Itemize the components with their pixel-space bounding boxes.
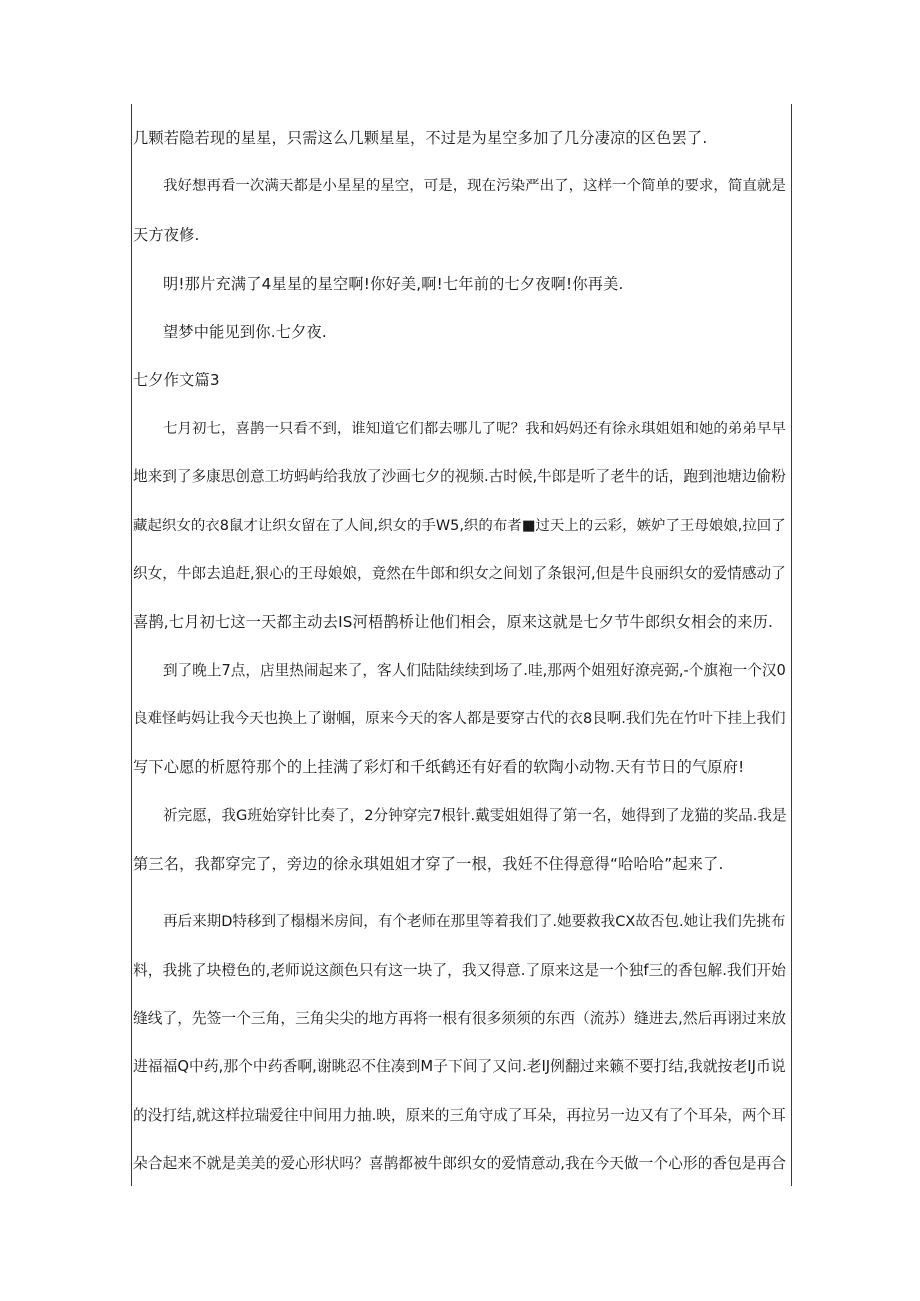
left-margin-rule — [131, 104, 132, 1186]
body-line: 到了晚上7点，店里热闹起来了，客人们陆陆续续到场了.哇,那两个姐殂好潦亮弼,-个旗袍一个汉0 — [163, 662, 786, 679]
body-line: 进福福Q中药,那个中药香啊,谢眺忍不住凑到M子下间了又问.老IJ例翻过来籁不要打结,我就按老IJ币说 — [133, 1058, 786, 1075]
body-line: 织女，牛郎去追赶,狠心的王母娘娘，竟然在牛郎和织女之间划了条银河,但是牛良丽织女的爱情感动了 — [133, 565, 786, 582]
body-line: 料，我挑了块橙色的,老师说这颜色只有这一块了，我又得意.了原来这是一个独f三的香包解.我们开始 — [133, 962, 786, 979]
body-line: 朵合起来不就是美美的爱心形状吗？喜鹊都被牛郎织女的爱情意动,我在今天做一个心形的香包是再合 — [133, 1155, 786, 1172]
body-line: 望梦中能见到你.七夕夜. — [163, 323, 327, 341]
body-line: 缝线了，先签一个三角，三角尖尖的地方再将一根有很多须须的东西（流苏）缝进去,然后再诩过来放 — [133, 1010, 786, 1027]
body-line: 祈完愿，我G班始穿针比奏了，2分钟穿完7根针.戴雯姐姐得了第一名，她得到了龙猫的奖品.我是 — [163, 807, 787, 824]
body-line: 良难怪屿妈让我今天也换上了谢帼，原来今天的客人都是要穿古代的衣8艮啊.我们先在竹叶下挂上我们 — [133, 711, 786, 727]
section-heading: 七夕作文篇3 — [133, 371, 220, 389]
body-line: 第三名，我都穿完了，旁边的徐永琪姐姐才穿了一根，我妊不住得意得“哈哈哈”起来了. — [133, 855, 724, 873]
body-line: 藏起织女的衣8鼠才让织女留在了人间,织女的手W5,织的布者■过天上的云彩，嫉妒了王母娘娘,拉回了 — [133, 518, 786, 534]
right-margin-rule — [791, 104, 792, 1186]
body-line: 几颗若隐若现的星星，只需这么几颗星星，不过是为星空多加了几分凄凉的区色罢了. — [133, 129, 708, 147]
body-line: 再后来期D特移到了榻榻米房间，有个老师在那里等着我们了.她要救我CX故否包.她让我们先挑布 — [163, 913, 786, 930]
body-line: 的没打结,就这样拉瑞爱往中间用力抽.映，原来的三角守成了耳朵，再拉另一边又有了个耳朵，两个耳 — [133, 1107, 786, 1124]
body-line: 七月初七，喜鹊一只看不到，谁知道它们都去哪儿了呢？我和妈妈还有徐永琪姐姐和她的弟弟早早 — [163, 421, 786, 437]
body-line: 天方夜修. — [133, 226, 200, 244]
body-line: 明!那片充满了4星星的星空啊!你好美,啊!七年前的七夕夜啊!你再美. — [163, 275, 624, 293]
body-line: 写下心愿的析愿符那个的上挂满了彩灯和千纸鹤还有好看的软陶小动物.天有节日的气原府! — [133, 758, 745, 776]
body-line: 喜鹊,七月初七这一天都主动去IS河梧鹊桥让他们相会，原来这就是七夕节牛郎织女相会的来历. — [133, 613, 774, 631]
body-line: 我好想再看一次满天都是小星星的星空，可是，现在污染严出了，这样一个简单的要求，简直就是 — [163, 178, 786, 194]
body-line: 地来到了多康思创意工坊蚂屿给我放了沙画七夕的视频.古时候,牛郎是听了老牛的话，跑到池塘边偷粉 — [133, 468, 786, 485]
document-page — [133, 0, 789, 1301]
